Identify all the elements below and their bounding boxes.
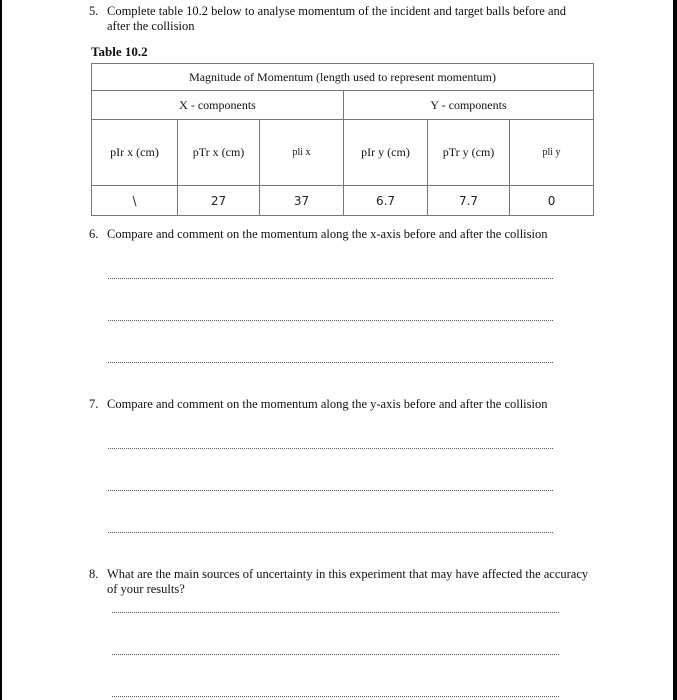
table-cell: 7.7	[428, 186, 510, 216]
question-number: 8.	[89, 567, 99, 581]
question-text-line: after the collision	[107, 19, 195, 33]
answer-line[interactable]	[108, 320, 553, 321]
question-text-line: of your results?	[107, 582, 185, 596]
question-text	[107, 567, 607, 597]
column-header: pli x	[260, 120, 344, 186]
table-cell: 6.7	[344, 186, 428, 216]
y-components-header: Y - components	[344, 91, 594, 120]
answer-line[interactable]	[108, 490, 553, 491]
x-components-header: X - components	[92, 91, 344, 120]
answer-line[interactable]	[112, 696, 559, 697]
answer-line[interactable]	[108, 448, 553, 449]
column-header: pIr x (cm)	[92, 120, 178, 186]
question-number: 5.	[89, 4, 99, 18]
table-caption: Table 10.2	[91, 44, 148, 59]
table-cell: \	[92, 186, 178, 216]
question-number: 6.	[89, 227, 99, 241]
question-text: Compare and comment on the momentum along the x-axis before and after the collision	[107, 227, 548, 241]
answer-line[interactable]	[112, 612, 559, 613]
column-header: pTr x (cm)	[178, 120, 260, 186]
question-text: Compare and comment on the momentum along the y-axis before and after the collision	[107, 397, 548, 411]
question-number: 7.	[89, 397, 99, 411]
answer-line[interactable]	[108, 362, 553, 363]
answer-line[interactable]	[112, 654, 559, 655]
question-text-line: What are the main sources of uncertainty in this experiment that may have affected the accuracy	[107, 567, 589, 581]
momentum-table	[91, 63, 594, 216]
table-cell: 27	[178, 186, 260, 216]
question-text-line: Complete table 10.2 below to analyse momentum of the incident and target balls before and	[107, 4, 567, 18]
answer-line[interactable]	[108, 278, 553, 279]
table-cell: 0	[510, 186, 594, 216]
table-title: Magnitude of Momentum (length used to represent momentum)	[92, 64, 594, 91]
table-cell: 37	[260, 186, 344, 216]
column-header: pli y	[510, 120, 594, 186]
column-header: pIr y (cm)	[344, 120, 428, 186]
answer-line[interactable]	[108, 532, 553, 533]
question-text	[107, 4, 607, 34]
column-header: pTr y (cm)	[428, 120, 510, 186]
document-page	[2, 0, 673, 700]
